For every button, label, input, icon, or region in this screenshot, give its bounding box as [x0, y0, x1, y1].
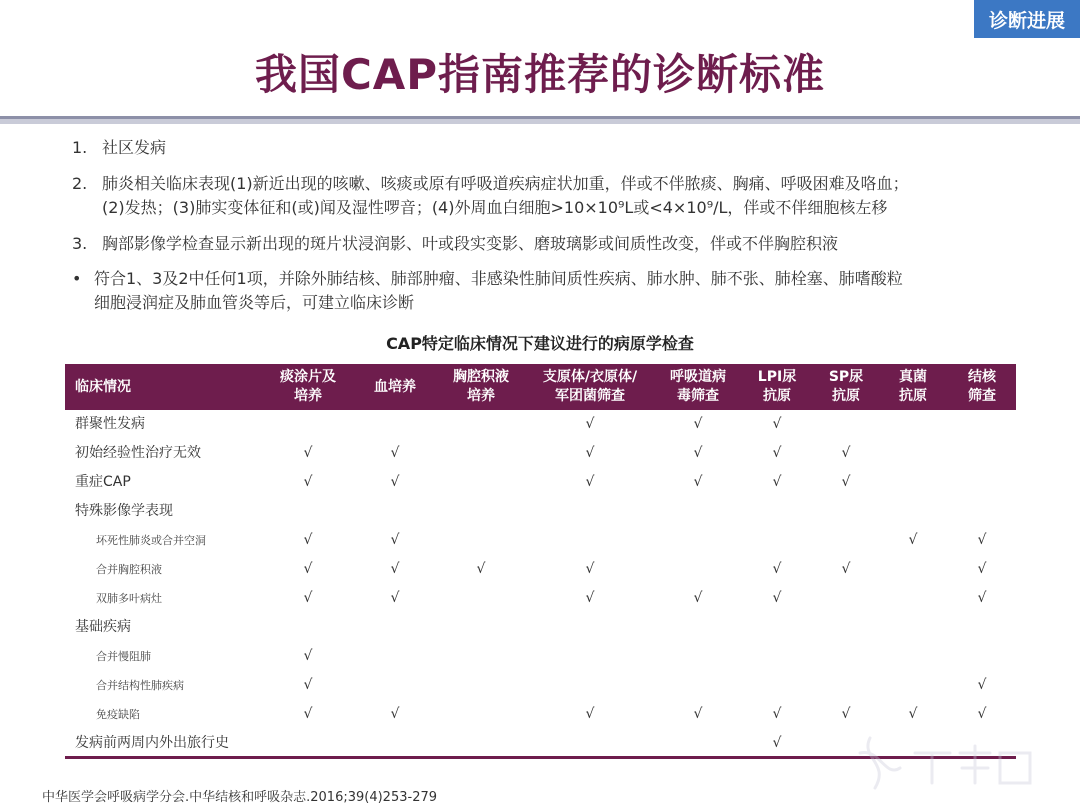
check-cell: [678, 729, 718, 758]
check-cell: √: [585, 561, 595, 577]
header-col-7: [816, 364, 876, 410]
row-label: 群聚性发病: [75, 416, 145, 432]
check-cell: √: [303, 445, 313, 461]
check-cell: √: [908, 706, 918, 722]
header-line: 结核: [968, 369, 996, 385]
check-cell: [570, 729, 610, 758]
row-label: 双肺多叶病灶: [96, 592, 162, 605]
check-cell: √: [303, 648, 313, 664]
check-cell: √: [476, 561, 486, 577]
check-cell: √: [772, 561, 782, 577]
check-cell: [757, 526, 797, 555]
table-title: CAP特定临床情况下建议进行的病原学检查: [386, 334, 694, 353]
check-cell: √: [390, 706, 400, 722]
table-row: [65, 439, 1016, 468]
header-line: 胸腔积液: [453, 369, 509, 385]
check-cell: [962, 497, 1002, 526]
check-cell: √: [693, 445, 703, 461]
pathogen-test-table: [65, 364, 1016, 758]
row-label: 坏死性肺炎或合并空洞: [96, 534, 206, 547]
header-line: 支原体/衣原体/: [542, 369, 638, 385]
check-cell: [461, 642, 501, 671]
header-line: 痰涂片及: [280, 369, 336, 385]
criterion-text: 胸部影像学检查显示新出现的斑片状浸润影、叶或段实变影、磨玻璃影或间质性改变，伴或不伴胸腔积液: [102, 234, 839, 253]
check-cell: [461, 613, 501, 642]
check-cell: [461, 468, 501, 497]
header-line: 呼吸道病: [670, 369, 726, 385]
check-cell: [570, 526, 610, 555]
table-row: [65, 642, 1016, 671]
header-col-9: [952, 364, 1012, 410]
criterion-text: 社区发病: [102, 138, 167, 157]
check-cell: [570, 642, 610, 671]
criterion-number: 2.: [72, 174, 88, 193]
header-col-1: [265, 364, 351, 410]
header-col-6: [747, 364, 807, 410]
check-cell: [375, 613, 415, 642]
check-cell: [375, 410, 415, 439]
check-cell: [461, 671, 501, 700]
check-cell: [893, 613, 933, 642]
header-clinical-situation: 临床情况: [75, 378, 131, 395]
check-cell: [962, 468, 1002, 497]
check-cell: √: [585, 416, 595, 432]
check-cell: [678, 555, 718, 584]
header-col-2: [360, 364, 430, 410]
check-cell: √: [772, 416, 782, 432]
check-cell: [461, 497, 501, 526]
check-cell: √: [303, 561, 313, 577]
check-cell: [757, 497, 797, 526]
header-line: 毒筛查: [677, 388, 719, 404]
check-cell: √: [390, 532, 400, 548]
row-label: 合并胸腔积液: [96, 563, 162, 576]
check-cell: √: [585, 706, 595, 722]
check-cell: [826, 497, 866, 526]
check-cell: [461, 410, 501, 439]
check-cell: [893, 671, 933, 700]
check-cell: [826, 613, 866, 642]
header-line: 抗原: [762, 388, 791, 404]
check-cell: [826, 526, 866, 555]
criterion-text-continued: 细胞浸润症及肺血管炎等后，可建立临床诊断: [94, 293, 415, 312]
check-cell: [461, 729, 501, 758]
check-cell: [893, 555, 933, 584]
header-line: 抗原: [899, 388, 927, 404]
check-cell: √: [977, 677, 987, 693]
check-cell: √: [693, 590, 703, 606]
check-cell: [757, 613, 797, 642]
check-cell: [826, 410, 866, 439]
check-cell: √: [390, 561, 400, 577]
check-cell: √: [841, 706, 851, 722]
check-cell: √: [772, 590, 782, 606]
check-cell: √: [390, 474, 400, 490]
table-row: [65, 671, 1016, 700]
check-cell: √: [841, 445, 851, 461]
check-cell: √: [841, 561, 851, 577]
check-cell: [826, 671, 866, 700]
check-cell: √: [585, 590, 595, 606]
check-cell: √: [772, 735, 782, 751]
table-row: [65, 613, 1016, 642]
header-col-5: [656, 364, 740, 410]
check-cell: [570, 497, 610, 526]
check-cell: [893, 410, 933, 439]
criterion-text: 肺炎相关临床表现(1)新近出现的咳嗽、咳痰或原有呼吸道疾病症状加重，伴或不伴脓痰、胸痛、呼吸困难及咯血；: [102, 174, 909, 193]
check-cell: [962, 439, 1002, 468]
check-cell: [893, 642, 933, 671]
check-cell: [893, 468, 933, 497]
check-cell: [893, 439, 933, 468]
row-label: 重症CAP: [75, 474, 131, 490]
table-row: [65, 700, 1016, 729]
check-cell: [570, 671, 610, 700]
table-row: [65, 410, 1016, 439]
row-label: 合并结构性肺疾病: [96, 679, 184, 692]
check-cell: √: [977, 532, 987, 548]
check-cell: √: [303, 677, 313, 693]
check-cell: √: [841, 474, 851, 490]
table-body: [65, 410, 1016, 758]
check-cell: √: [977, 706, 987, 722]
criterion-text-continued: (2)发热；(3)肺实变体征和(或)闻及湿性啰音；(4)外周血白细胞>10×10⁹L或<4×10⁹/L，伴或不伴细胞核左移: [102, 198, 888, 217]
check-cell: [962, 613, 1002, 642]
header-line: 军团菌筛查: [554, 388, 625, 404]
check-cell: [461, 584, 501, 613]
check-cell: [461, 439, 501, 468]
check-cell: [375, 729, 415, 758]
check-cell: √: [693, 416, 703, 432]
check-cell: √: [693, 474, 703, 490]
check-cell: [288, 497, 328, 526]
check-cell: [461, 700, 501, 729]
row-label: 合并慢阻肺: [96, 650, 151, 663]
title-divider-shadow: [0, 119, 1080, 124]
header-line: 血培养: [374, 378, 416, 395]
table-row: [65, 526, 1016, 555]
check-cell: √: [693, 706, 703, 722]
check-cell: [757, 642, 797, 671]
table-row: [65, 555, 1016, 584]
header-col-4: [530, 364, 650, 410]
check-cell: [288, 729, 328, 758]
header-col-3: [438, 364, 524, 410]
bullet-icon: •: [72, 269, 82, 288]
header-line: SP尿: [828, 369, 864, 385]
header-line: 筛查: [968, 388, 996, 404]
check-cell: [962, 410, 1002, 439]
section-tag: 诊断进展: [974, 0, 1080, 38]
check-cell: √: [303, 532, 313, 548]
check-cell: [570, 613, 610, 642]
check-cell: [893, 584, 933, 613]
check-cell: √: [977, 590, 987, 606]
page-title: 我国CAP指南推荐的诊断标准: [254, 50, 826, 99]
table-row: [65, 468, 1016, 497]
check-cell: √: [772, 445, 782, 461]
check-cell: √: [772, 706, 782, 722]
check-cell: [375, 497, 415, 526]
check-cell: [375, 642, 415, 671]
row-label: 发病前两周内外出旅行史: [75, 735, 229, 751]
citation: 中华医学会呼吸病学分会.中华结核和呼吸杂志.2016;39(4)253-279: [42, 790, 438, 805]
check-cell: [678, 671, 718, 700]
check-cell: [678, 642, 718, 671]
table-header: [65, 364, 1016, 410]
watermark-logo-icon: [840, 728, 1040, 798]
check-cell: [678, 613, 718, 642]
check-cell: [962, 642, 1002, 671]
check-cell: [461, 526, 501, 555]
check-cell: [678, 526, 718, 555]
row-label: 特殊影像学表现: [75, 503, 173, 519]
table-row: [65, 497, 1016, 526]
header-col-8: [883, 364, 943, 410]
header-line: 培养: [294, 388, 322, 404]
criterion-number: 3.: [72, 234, 88, 253]
check-cell: √: [585, 474, 595, 490]
check-cell: [826, 642, 866, 671]
check-cell: √: [908, 532, 918, 548]
check-cell: [826, 584, 866, 613]
check-cell: √: [390, 590, 400, 606]
header-line: 真菌: [899, 369, 927, 385]
table-row: [65, 584, 1016, 613]
header-line: LPI尿: [757, 369, 797, 385]
check-cell: √: [303, 706, 313, 722]
check-cell: [288, 613, 328, 642]
header-line: 培养: [467, 388, 495, 404]
check-cell: [375, 671, 415, 700]
criterion-number: 1.: [72, 138, 88, 157]
check-cell: √: [303, 590, 313, 606]
check-cell: [893, 497, 933, 526]
header-line: 抗原: [832, 388, 860, 404]
check-cell: [678, 497, 718, 526]
criterion-text: 符合1、3及2中任何1项，并除外肺结核、肺部肿瘤、非感染性肺间质性疾病、肺水肿、肺不张、肺栓塞、肺嗜酸粒: [94, 269, 903, 288]
check-cell: √: [303, 474, 313, 490]
row-label: 基础疾病: [75, 619, 131, 635]
check-cell: √: [585, 445, 595, 461]
check-cell: [757, 671, 797, 700]
check-cell: [288, 410, 328, 439]
check-cell: √: [390, 445, 400, 461]
check-cell: √: [977, 561, 987, 577]
row-label: 初始经验性治疗无效: [75, 445, 201, 461]
row-label: 免疫缺陷: [96, 708, 140, 721]
check-cell: √: [772, 474, 782, 490]
